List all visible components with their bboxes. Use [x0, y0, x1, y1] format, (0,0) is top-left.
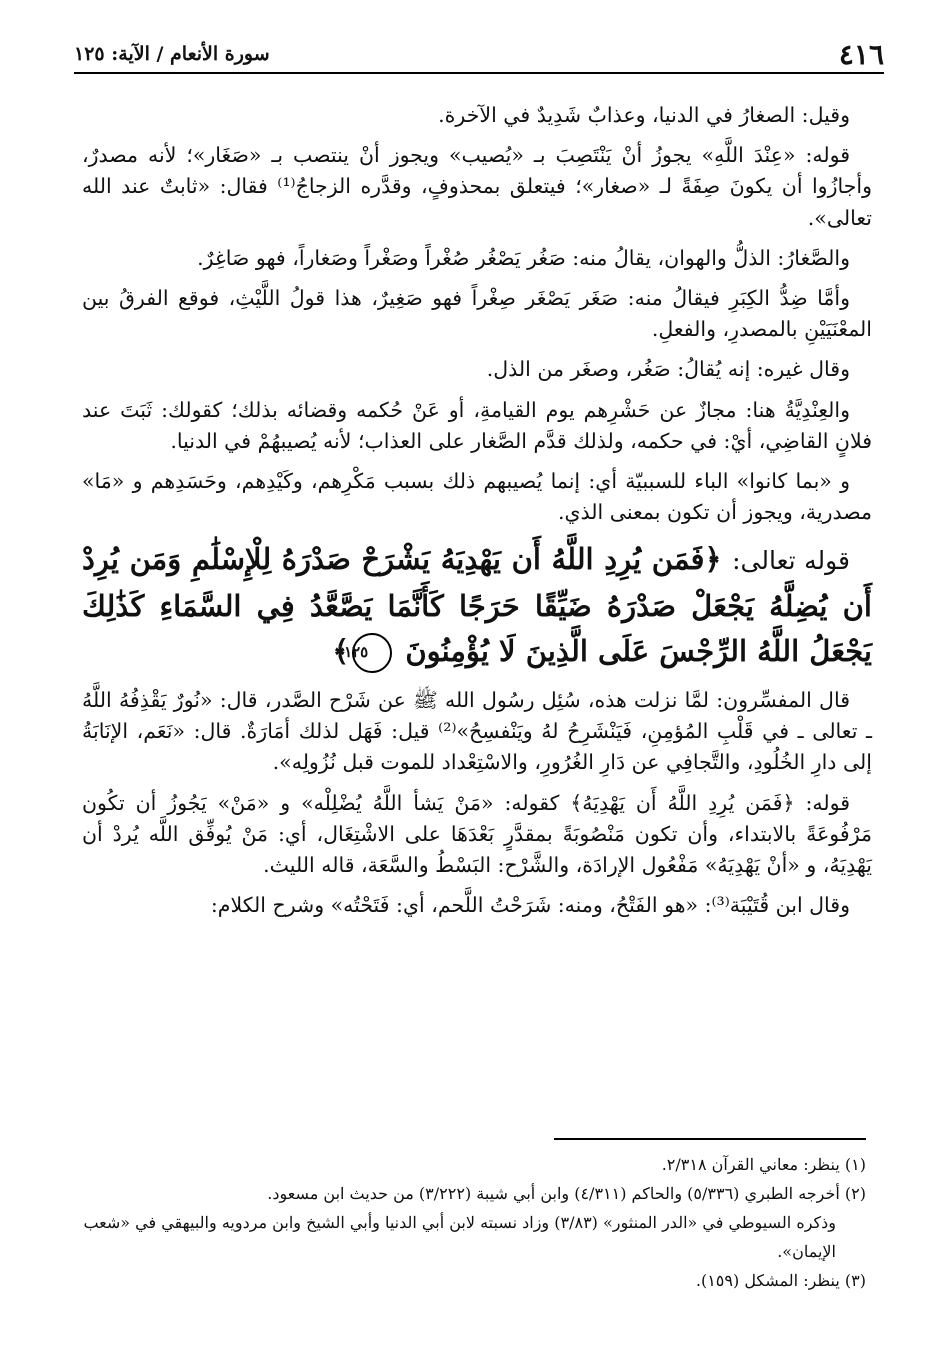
page-number: ٤١٦	[838, 37, 884, 71]
paragraph: وقال غيره: إنه يُقالُ: صَغُر، وصغَر من الذل.	[486, 357, 850, 382]
verse-close-bracket: ﴾	[332, 634, 350, 669]
running-title: سورة الأنعام / الآية: ١٢٥	[74, 43, 270, 65]
quran-verse	[82, 537, 872, 675]
footnote-continuation: وذكره السيوطي في «الدر المنثور» (٣/٨٣) وزاد نسبته لابن أبي الدنيا وأبي الشيخ وابن مردويه والبيهقي في «شعب الإيمان».	[83, 1213, 836, 1261]
paragraph: قال المفسِّرون: لمَّا نزلت هذه، سُئِل رسُول الله ﷺ عن شَرْح الصَّدر، قال: «نُورٌ يَقْذِفُهُ اللَّهُ ـ تعالى ـ في قَلْبِ المُؤمِنِ، فَيَنْشَرِحُ لهُ ويَنْفسِحُ»⁽²⁾ قيل: فَهَل لذلك أمَارَةٌ. قال: «نَعَم، الإنَابَةُ إلى دارِ الخُلُودِ، والتَّجافِي عن دَارِ الغُرُورِ، والاسْتِعْداد للموت قبل نُزُولِه».	[82, 687, 872, 775]
paragraph: والصَّغارُ: الذلُّ والهوان، يقالُ منه: صَغُر يَصْغُر صُغْراً وصَغْراً وصَغاراً، فهو صَاغِرٌ.	[197, 245, 850, 270]
paragraph: وقال ابن قُتَيْبَة⁽³⁾: «هو الفَتْحُ، ومنه: شَرَحْتُ اللَّحم، أي: فَتَحْتُه» وشرح الكلام:	[210, 893, 850, 918]
main-text	[82, 100, 872, 930]
footnote-separator	[554, 1138, 866, 1140]
paragraph: قوله: «عِنْدَ اللَّهِ» يجوزُ أنْ يَنْتَصِبَ بـ «يُصيب» ويجوز أنْ ينتصب بـ «صَغَار»؛ لأنه مصدرٌ، وأجازُوا أن يكونَ صِفَةً لـ «صغار»؛ فيتعلق بمحذوفٍ، وقدَّره الزجاجُ⁽¹⁾ فقال: «ثابتٌ عند الله تعالى».	[82, 143, 872, 230]
footnote: (٢) أخرجه الطبري (٥/٣٣٦) والحاكم (٤/٣١١) وابن أبي شيبة (٣/٢٢٢) من حديث ابن مسعود.	[267, 1184, 866, 1203]
footnotes	[82, 1150, 866, 1295]
verse-intro: قوله تعالى:	[732, 546, 850, 576]
paragraph: قوله: ﴿فَمَن يُرِدِ اللَّهُ أَن يَهْدِيَهُ﴾ كقوله: «مَنْ يَشأ اللَّهُ يُضْلِلْه» و «مَنْ» يَجُوزُ أن تكُون مَرْفُوعَةً بالابتداء، وأن تكون مَنْصُوبَةً بمقدَّرٍ بَعْدَهَا على الاشْتِغَال، أي: مَنْ يُوفِّق اللَّه يُردْ أن يَهْدِيَهُ، و «أنْ يَهْدِيَهُ» مَفْعُول الإرادَة، والشَّرْح: البَسْطُ والسَّعَة، قاله الليث.	[82, 790, 872, 877]
footnote: (٣) ينظر: المشكل (١٥٩).	[695, 1271, 866, 1290]
page-header	[74, 36, 884, 74]
footnote: (١) ينظر: معاني القرآن ٢/٣١٨.	[661, 1155, 866, 1174]
paragraph: وقيل: الصغارُ في الدنيا، وعذابٌ شَدِيدٌ في الآخرة.	[438, 103, 850, 127]
paragraph: والعِنْدِيَّةُ هنا: مجازٌ عن حَشْرِهم يوم القيامةِ، أو عَنْ حُكمه وقضائه بذلك؛ كقولك: ثَبَتَ عند فلانٍ القاضِي، أيْ: في حكمه، ولذلك قدَّم الصَّغار على العذاب؛ لأنه يُصيبهُمْ في الدنيا.	[82, 397, 872, 453]
paragraph: و «بما كانوا» الباء للسببيّة أي: إنما يُصيبهم ذلك بسبب مَكْرِهم، وكَيْدِهم، وحَسَدِهم و «مَا» مصدرية، ويجوز أن تكون بمعنى الذي.	[82, 469, 872, 525]
paragraph: وأمَّا ضِدُّ الكِبَرِ فيقالُ منه: صَغَر يَصْغَر صِغْراً فهو صَغِيرٌ، هذا قولُ اللَّيْثِ، فوقع الفرقُ بين المعْنَيَيْنِ بالمصدرِ، والفعلِ.	[82, 286, 872, 342]
verse-text: ﴿فَمَن يُرِدِ اللَّهُ أَن يَهْدِيَهُ يَشْرَحْ صَدْرَهُ لِلْإِسْلَٰمِ وَمَن يُرِدْ أَن يُضِلَّهُ يَجْعَلْ صَدْرَهُ ضَيِّقًا حَرَجًا كَأَنَّمَا يَصَّعَّدُ فِي السَّمَاءِ كَذَٰلِكَ يَجْعَلُ اللَّهُ الرِّجْسَ عَلَى الَّذِينَ لَا يُؤْمِنُونَ	[82, 542, 872, 669]
ayah-number-marker: ١٢٥	[352, 633, 392, 673]
